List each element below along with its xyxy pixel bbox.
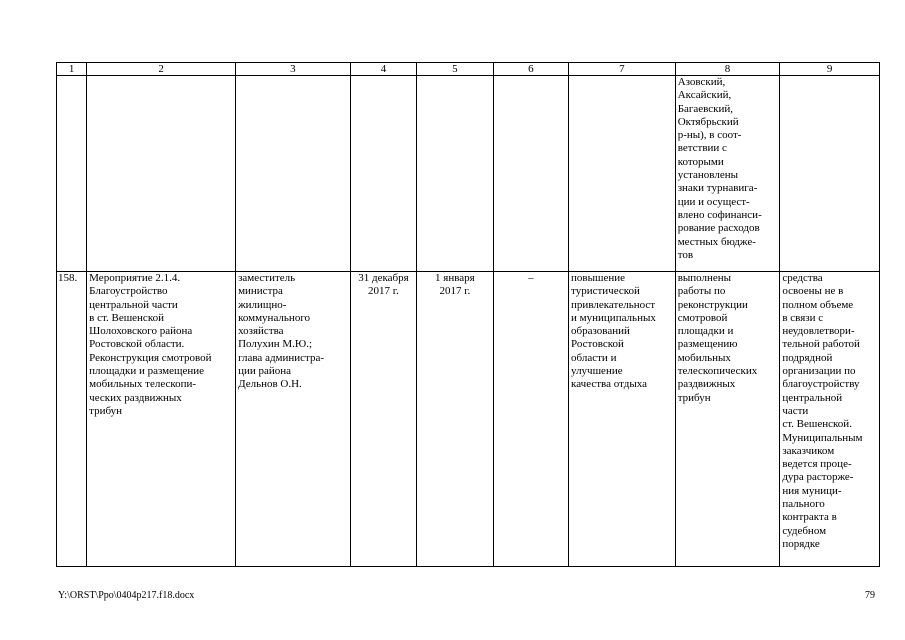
event-description: Мероприятие 2.1.4. Благоустройство центральной части в ст. Вешенской Шолоховского района Ростовской области. Реконструкция смотровой площадки и размещение мобильных телескопи- ческих раздвижных трибун: [87, 272, 236, 567]
table-cell: [417, 76, 493, 272]
column-number: 5: [417, 63, 493, 76]
table-cell: [57, 76, 87, 272]
dash-cell: –: [493, 272, 568, 567]
row-number: 158.: [57, 272, 87, 567]
actual-date: 1 января 2017 г.: [417, 272, 493, 567]
column-number-row: [57, 63, 880, 76]
table-cell: [236, 76, 351, 272]
expected-result: повышение туристической привлекательност и муниципальных образований Ростовской области и улучшение качества отдыха: [569, 272, 676, 567]
column-number: 7: [569, 63, 676, 76]
table-cell: [569, 76, 676, 272]
column-number: 2: [87, 63, 236, 76]
actual-result: выполнены работы по реконструкции смотровой площадки и размещению мобильных телескопических раздвижных трибун: [675, 272, 780, 567]
column-number: 8: [675, 63, 780, 76]
column-number: 6: [493, 63, 568, 76]
continuation-row: [57, 76, 880, 272]
table-cell: [350, 76, 416, 272]
table-row: [57, 272, 880, 567]
file-path: Y:\ORST\Ppo\0404p217.f18.docx: [58, 590, 195, 601]
column-number: 3: [236, 63, 351, 76]
column-number: 1: [57, 63, 87, 76]
planned-date: 31 декабря 2017 г.: [350, 272, 416, 567]
reasons: средства освоены не в полном объеме в связи с неудовлетвори- тельной работой подрядной организации по благоустройству центральной части ст. Вешенской. Муниципальным заказчиком ведется проце- дура расторже- ния муници- пального контракта в судебном порядке: [780, 272, 880, 567]
column-number: 9: [780, 63, 880, 76]
table-cell: [87, 76, 236, 272]
page-number: 79: [865, 590, 875, 601]
actual-result-continuation: Азовский, Аксайский, Багаевский, Октябрьский р-ны), в соот- ветствии с которыми установлены знаки турнавига- ции и осущест- влено софинанси- рование расходов местных бюдже- тов: [675, 76, 780, 272]
table-cell: [780, 76, 880, 272]
table-cell: [493, 76, 568, 272]
responsible-persons: заместитель министра жилищно- коммунального хозяйства Полухин М.Ю.; глава администра- ции района Дельнов О.Н.: [236, 272, 351, 567]
column-number: 4: [350, 63, 416, 76]
report-table: [56, 62, 880, 567]
